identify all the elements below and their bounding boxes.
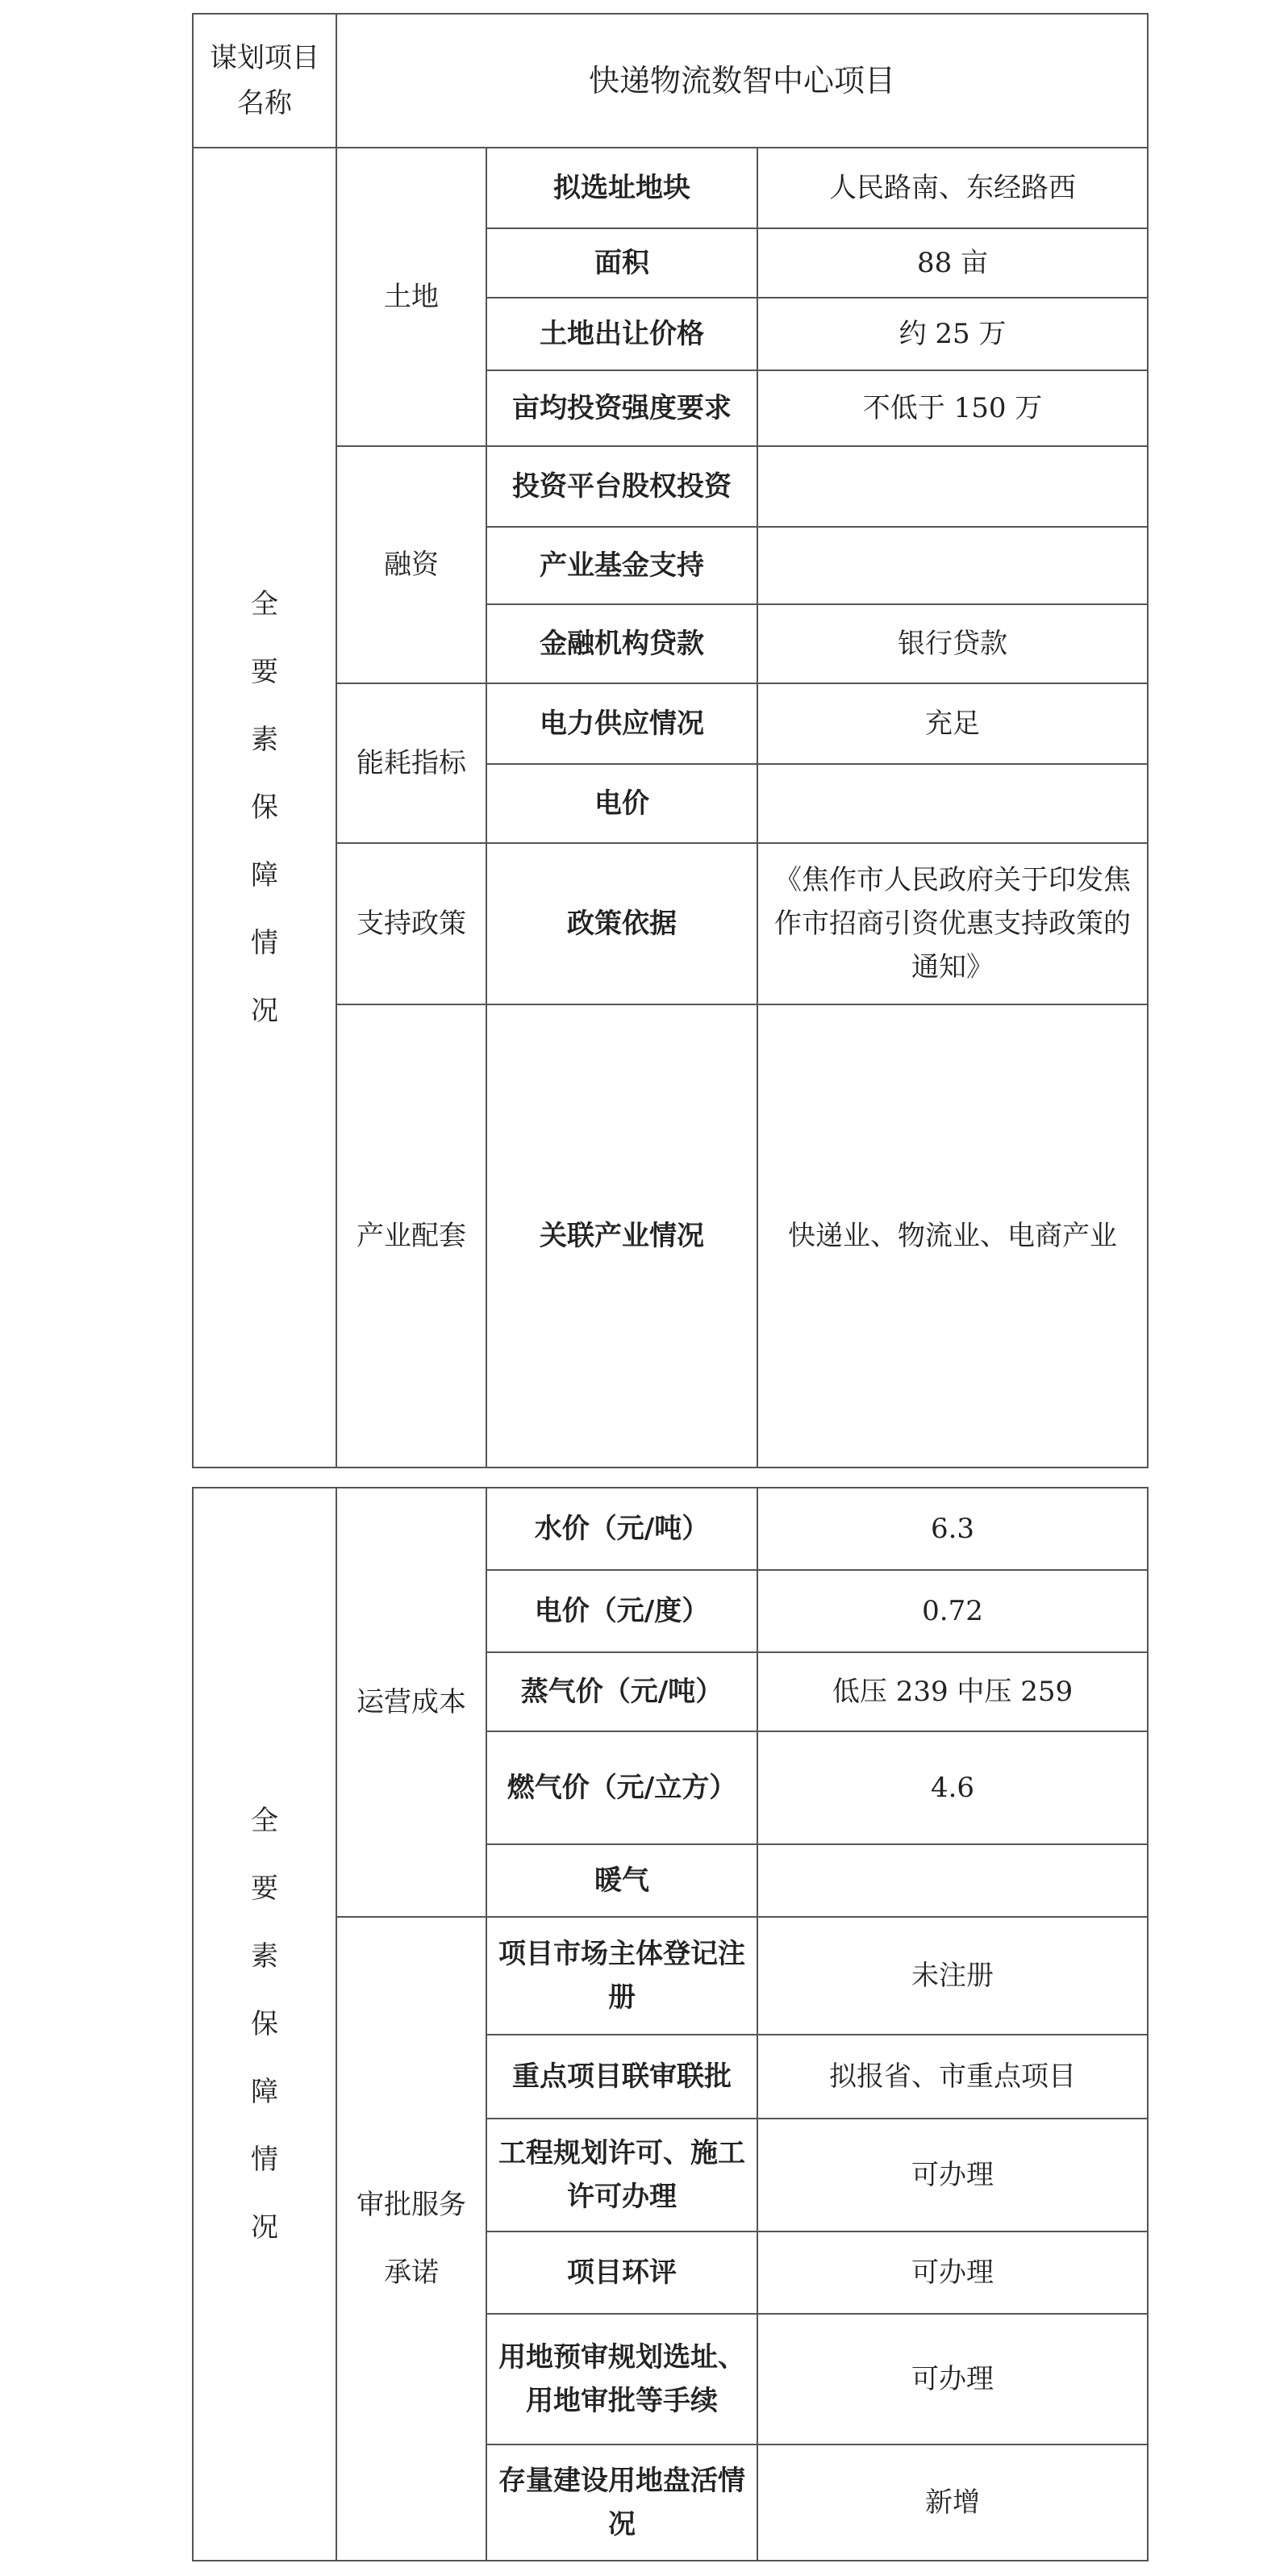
row-key: 电力供应情况 [486,683,757,764]
section-label-cell [193,148,336,1468]
row-value: 未注册 [757,1917,1148,2035]
project-elements-table-2 [192,1487,1149,2561]
row-key: 电价（元/度） [486,1570,757,1652]
row-key: 政策依据 [486,843,757,1004]
row-key: 用地预审规划选址、用地审批等手续 [486,2314,757,2444]
project-elements-table-1 [192,13,1149,1468]
project-name: 快递物流数智中心项目 [336,14,1148,148]
row-value: 银行贷款 [757,604,1148,683]
row-value: 6.3 [757,1488,1148,1570]
row-value: 可办理 [757,2119,1148,2232]
group-label-energy: 能耗指标 [336,683,486,843]
row-value: 4.6 [757,1731,1148,1844]
group-label-industry: 产业配套 [336,1004,486,1468]
section-label: 全要素保障情况 [251,1805,278,2244]
row-value: 拟报省、市重点项目 [757,2035,1148,2119]
group-label-approval [336,1917,486,2561]
row-key: 产业基金支持 [486,527,757,604]
group-label-finance: 融资 [336,446,486,683]
row-key: 投资平台股权投资 [486,446,757,527]
row-value: 可办理 [757,2232,1148,2314]
row-key: 燃气价（元/立方） [486,1731,757,1844]
row-value [757,527,1148,604]
row-value: 可办理 [757,2314,1148,2444]
row-key: 土地出让价格 [486,298,757,370]
row-key: 水价（元/吨） [486,1488,757,1570]
row-key: 工程规划许可、施工许可办理 [486,2119,757,2232]
row-value: 新增 [757,2444,1148,2561]
section-label-cell [193,1488,336,2561]
row-value: 88 亩 [757,228,1148,298]
row-value: 充足 [757,683,1148,764]
row-value [757,1844,1148,1917]
group-label-operating: 运营成本 [336,1488,486,1917]
project-name-label: 谋划项目名称 [210,42,319,119]
row-value: 0.72 [757,1570,1148,1652]
row-key: 蒸气价（元/吨） [486,1652,757,1731]
group-label-land: 土地 [336,148,486,446]
row-key: 面积 [486,228,757,298]
section-label: 全要素保障情况 [251,588,278,1027]
row-value: 不低于 150 万 [757,370,1148,446]
row-key: 重点项目联审联批 [486,2035,757,2119]
group-label-policy: 支持政策 [336,843,486,1004]
row-key: 拟选址地块 [486,148,757,228]
row-value [757,446,1148,527]
row-key: 项目环评 [486,2232,757,2314]
row-value: 人民路南、东经路西 [757,148,1148,228]
row-key: 存量建设用地盘活情况 [486,2444,757,2561]
row-value [757,764,1148,843]
row-key: 电价 [486,764,757,843]
row-key: 关联产业情况 [486,1004,757,1468]
group-label-approval-text: 审批服务承诺 [356,2189,466,2289]
row-value: 低压 239 中压 259 [757,1652,1148,1731]
row-key: 项目市场主体登记注册 [486,1917,757,2035]
row-value: 《焦作市人民政府关于印发焦作市招商引资优惠支持政策的通知》 [757,843,1148,1004]
row-key: 亩均投资强度要求 [486,370,757,446]
row-key: 金融机构贷款 [486,604,757,683]
row-key: 暖气 [486,1844,757,1917]
project-name-label-cell [193,14,336,148]
row-value: 快递业、物流业、电商产业 [757,1004,1148,1468]
row-value: 约 25 万 [757,298,1148,370]
